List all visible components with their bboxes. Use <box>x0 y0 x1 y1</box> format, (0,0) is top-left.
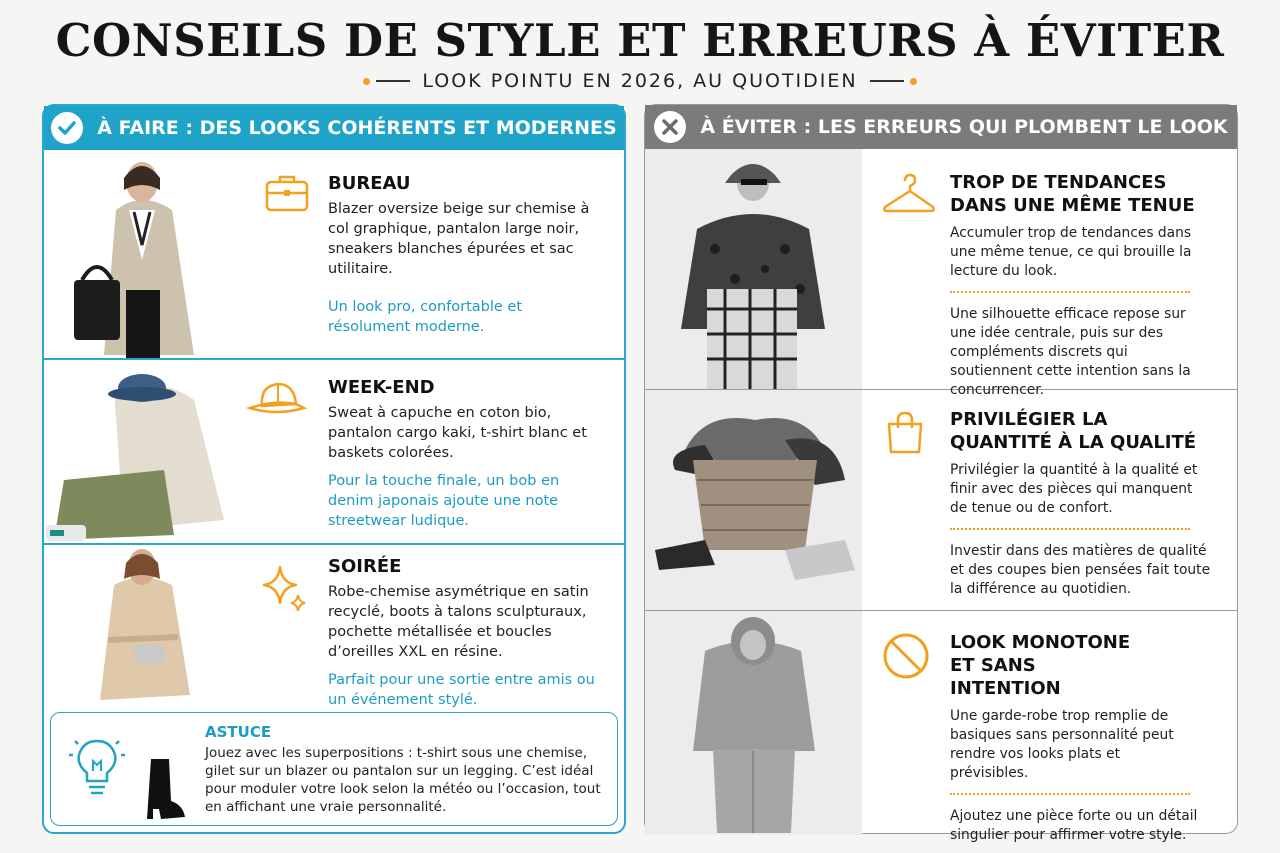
monotone-outfit-photo <box>645 611 862 835</box>
shopping-bag-icon <box>885 410 925 460</box>
weekend-outfit-photo <box>44 360 240 543</box>
monotone-advice: Ajoutez une pièce forte ou un détail singulier pour affirmer votre style. <box>950 808 1198 843</box>
subtitle-text: LOOK POINTU EN 2026, AU QUOTIDIEN <box>422 70 858 92</box>
avoid-panel <box>644 104 1238 843</box>
trends-title: TROP DE TENDANCES DANS UNE MÊME TENUE <box>950 172 1195 216</box>
subtitle-rule-left <box>363 78 410 85</box>
sparkle-icon <box>262 563 308 617</box>
monotone-description: Une garde-robe trop remplie de basiques sans personnalité peut rendre vos looks plats et prévisibles. <box>950 708 1174 781</box>
soiree-title: SOIRÉE <box>328 556 402 577</box>
ankle-boot-photo <box>141 757 187 827</box>
page-title: CONSEILS DE STYLE ET ERREURS À ÉVITER <box>55 14 1225 67</box>
prohibited-icon <box>881 631 931 685</box>
divider-dotted <box>950 291 1190 293</box>
quantity-title: PRIVILÉGIER LA QUANTITÉ À LA QUALITÉ <box>950 409 1197 453</box>
lightbulb-icon <box>67 737 127 803</box>
do-panel-header <box>44 106 624 150</box>
bureau-text <box>328 172 598 337</box>
bureau-outfit-photo <box>44 150 240 358</box>
bureau-description: Blazer oversize beige sur chemise à col graphique, pantalon large noir, sneakers blanches épurées et sac utilitaire. <box>328 201 590 277</box>
tip-box <box>50 712 618 826</box>
avoid-panel-header <box>645 105 1237 149</box>
trends-description: Accumuler trop de tendances dans une même tenue, ce qui brouille la lecture du look. <box>950 225 1192 279</box>
avoid-item-quantity <box>645 390 1237 611</box>
divider-dotted <box>950 528 1190 530</box>
quantity-text <box>950 408 1212 599</box>
tip-text: Jouez avec les superpositions : t-shirt sous une chemise, gilet sur un blazer ou pantalon sur un legging. C’est idéal pour moduler votre look selon la météo ou l’occasion, tout en affichant une vraie personnalité. <box>205 745 601 815</box>
soiree-text <box>328 555 598 710</box>
do-item-bureau <box>44 150 624 360</box>
monotone-title: LOOK MONOTONE ET SANS INTENTION <box>950 632 1131 699</box>
avoid-item-trends <box>645 149 1237 398</box>
clothes-basket-photo <box>645 390 862 610</box>
avoid-panel-title: À ÉVITER : LES ERREURS QUI PLOMBENT LE LOOK <box>700 116 1228 138</box>
bureau-title: BUREAU <box>328 173 411 194</box>
soiree-outfit-photo <box>44 545 240 710</box>
weekend-highlight: Pour la touche finale, un bob en denim japonais ajoute une note streetwear ludique. <box>328 473 560 529</box>
soiree-highlight: Parfait pour une sortie entre amis ou un événement stylé. <box>328 672 595 708</box>
monotone-text <box>950 631 1212 845</box>
hanger-icon <box>881 171 937 219</box>
page-subtitle <box>0 70 1280 92</box>
do-panel <box>42 104 626 834</box>
do-item-weekend <box>44 360 624 545</box>
cross-icon <box>654 111 686 143</box>
tip-title: ASTUCE <box>205 723 272 741</box>
cap-icon <box>246 378 310 422</box>
subtitle-rule-right <box>870 78 917 85</box>
soiree-description: Robe-chemise asymétrique en satin recyclé, boots à talons sculpturaux, pochette métallisée et boucles d’oreilles XXL en résine. <box>328 584 589 660</box>
trends-advice: Une silhouette efficace repose sur une idée centrale, puis sur des compléments discrets qui soutiennent cette intention sans la concurrencer. <box>950 306 1191 398</box>
weekend-description: Sweat à capuche en coton bio, pantalon cargo kaki, t-shirt blanc et baskets colorées. <box>328 405 587 461</box>
check-icon <box>51 112 83 144</box>
bureau-highlight: Un look pro, confortable et résolument moderne. <box>328 299 523 335</box>
avoid-item-monotone <box>645 611 1237 843</box>
do-item-soiree <box>44 545 624 710</box>
weekend-text <box>328 376 598 531</box>
divider-dotted <box>950 793 1190 795</box>
do-panel-title: À FAIRE : DES LOOKS COHÉRENTS ET MODERNES <box>97 117 617 139</box>
quantity-advice: Investir dans des matières de qualité et des coupes bien pensées fait toute la différence au quotidien. <box>950 543 1211 597</box>
weekend-title: WEEK-END <box>328 377 435 398</box>
briefcase-icon <box>264 172 310 218</box>
trends-outfit-photo <box>645 149 862 389</box>
trends-text <box>950 171 1212 400</box>
quantity-description: Privilégier la quantité à la qualité et finir avec des pièces qui manquent de tenue ou de confort. <box>950 462 1198 516</box>
